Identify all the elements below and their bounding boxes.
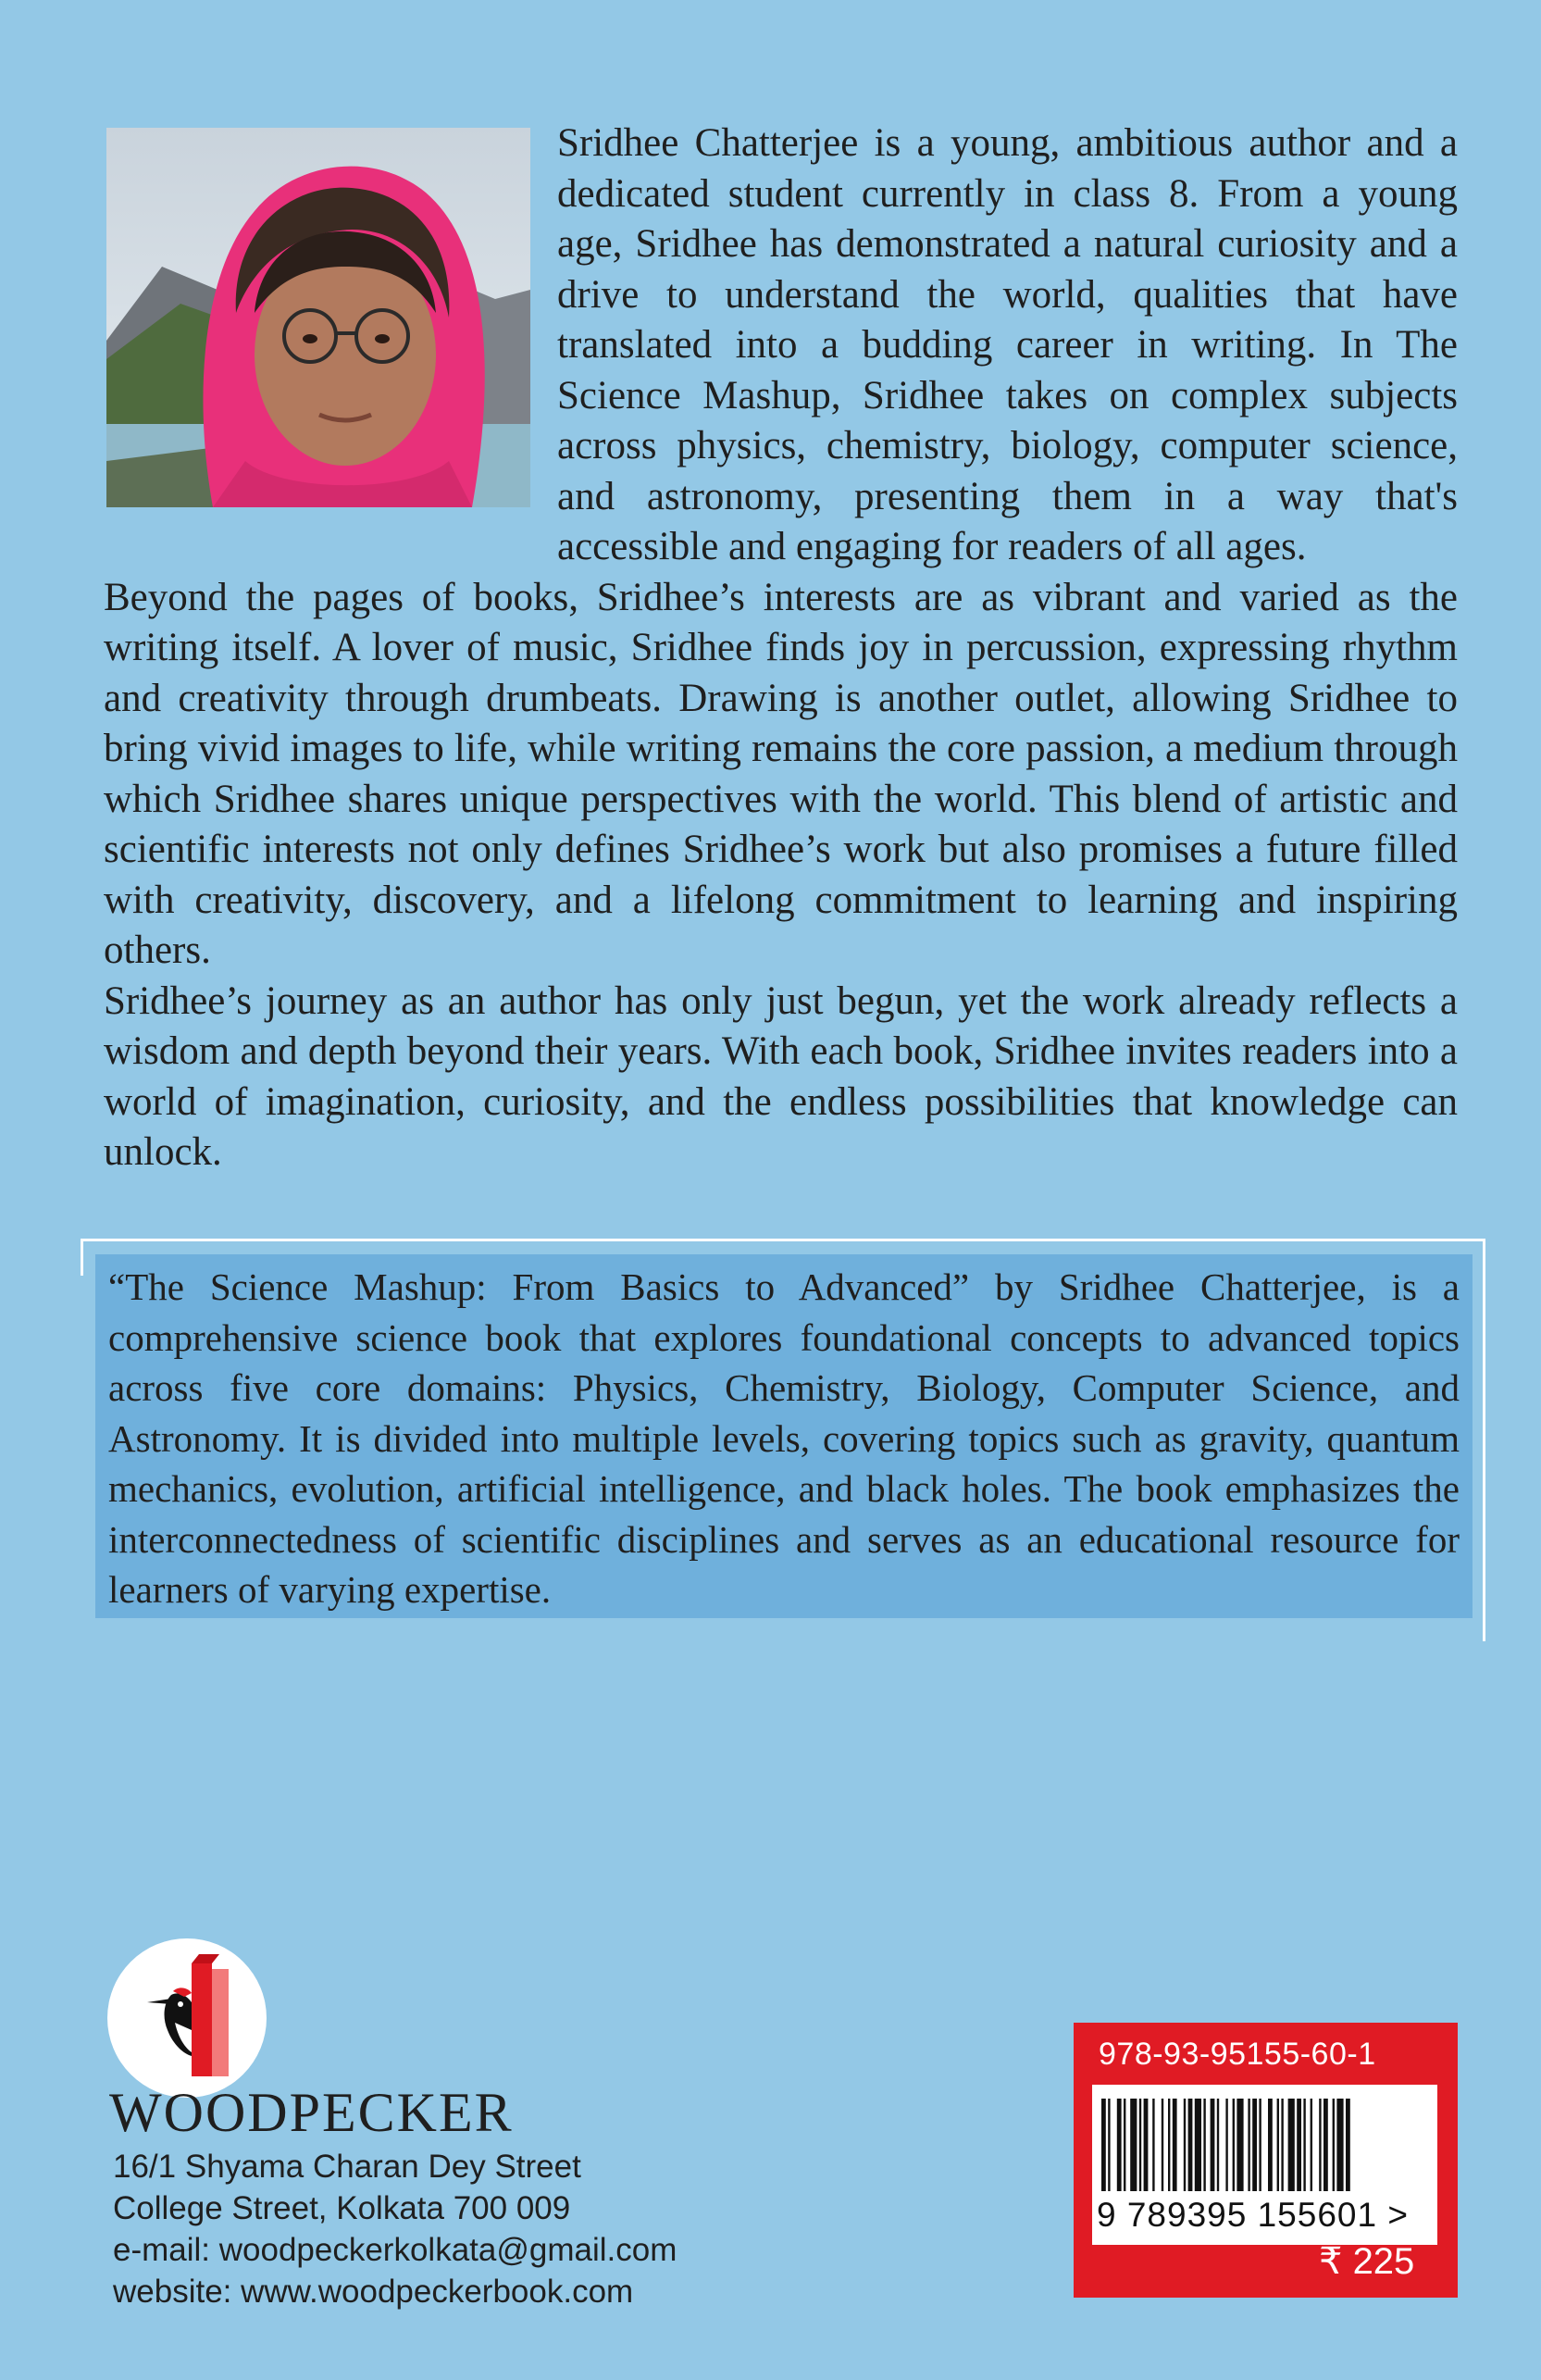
author-bio (104, 118, 1458, 1178)
publisher-name: WOODPECKER (109, 2082, 514, 2143)
synopsis-text: “The Science Mashup: From Basics to Advanced” by Sridhee Chatterjee, is a comprehensive science book that explores foundational concepts to advanced topics across five core domains: Physics, Chemistry, Biology, Computer Science, and Astronomy. It is divided into multiple levels, covering topics such as gravity, quantum mechanics, evolution, artificial intelligence, and black holes. The book emphasizes the interconnectedness of scientific disciplines and serves as an educational resource for learners of varying expertise. (95, 1254, 1473, 1618)
bio-paragraph: Beyond the pages of books, Sridhee’s interests are as vibrant and varied as the writing itself. A lover of music, Sridhee finds joy in percussion, expressing rhythm and creativity through drumbeats. Drawing is another outlet, allowing Sridhee to bring vivid images to life, while writing remains the core passion, a medium through which Sridhee shares unique perspectives with the world. This blend of artistic and scientific interests not only defines Sridhee’s work but also promises a future filled with creativity, discovery, and a lifelong commitment to learning and inspiring others. (104, 575, 1458, 972)
bio-paragraph: Sridhee’s journey as an author has only just begun, yet the work already reflects a wisdom and depth beyond their years. With each book, Sridhee invites readers into a world of imagination, curiosity, and the endless possibilities that knowledge can unlock. (104, 978, 1458, 1174)
publisher-website: website: www.woodpeckerbook.com (113, 2274, 634, 2310)
address-line: College Street, Kolkata 700 009 (113, 2190, 571, 2226)
price-label: ₹ 225 (1319, 2241, 1415, 2282)
isbn-number: 978-93-95155-60-1 (1099, 2037, 1376, 2072)
woodpecker-logo-icon (106, 1938, 268, 2100)
address-line: 16/1 Shyama Charan Dey Street (113, 2149, 581, 2185)
barcode-bars (1101, 2099, 1428, 2191)
bio-paragraph: Sridhee Chatterjee is a young, ambitious author and a dedicated student currently in class 8. From a young age, Sridhee has demonstrated a natural curiosity and a drive to understand the world, qualities that have translated into a budding career in writing. In The Science Mashup, Sridhee takes on complex subjects across physics, chemistry, biology, computer science, and astronomy, presenting them in a way that's accessible and engaging for readers of all ages. (557, 121, 1458, 568)
publisher-email: e-mail: woodpeckerkolkata@gmail.com (113, 2232, 677, 2268)
publisher-address (113, 2146, 677, 2312)
photo-float-spacer (104, 118, 557, 552)
barcode-digits: 9 789395 155601 > (1097, 2196, 1409, 2234)
